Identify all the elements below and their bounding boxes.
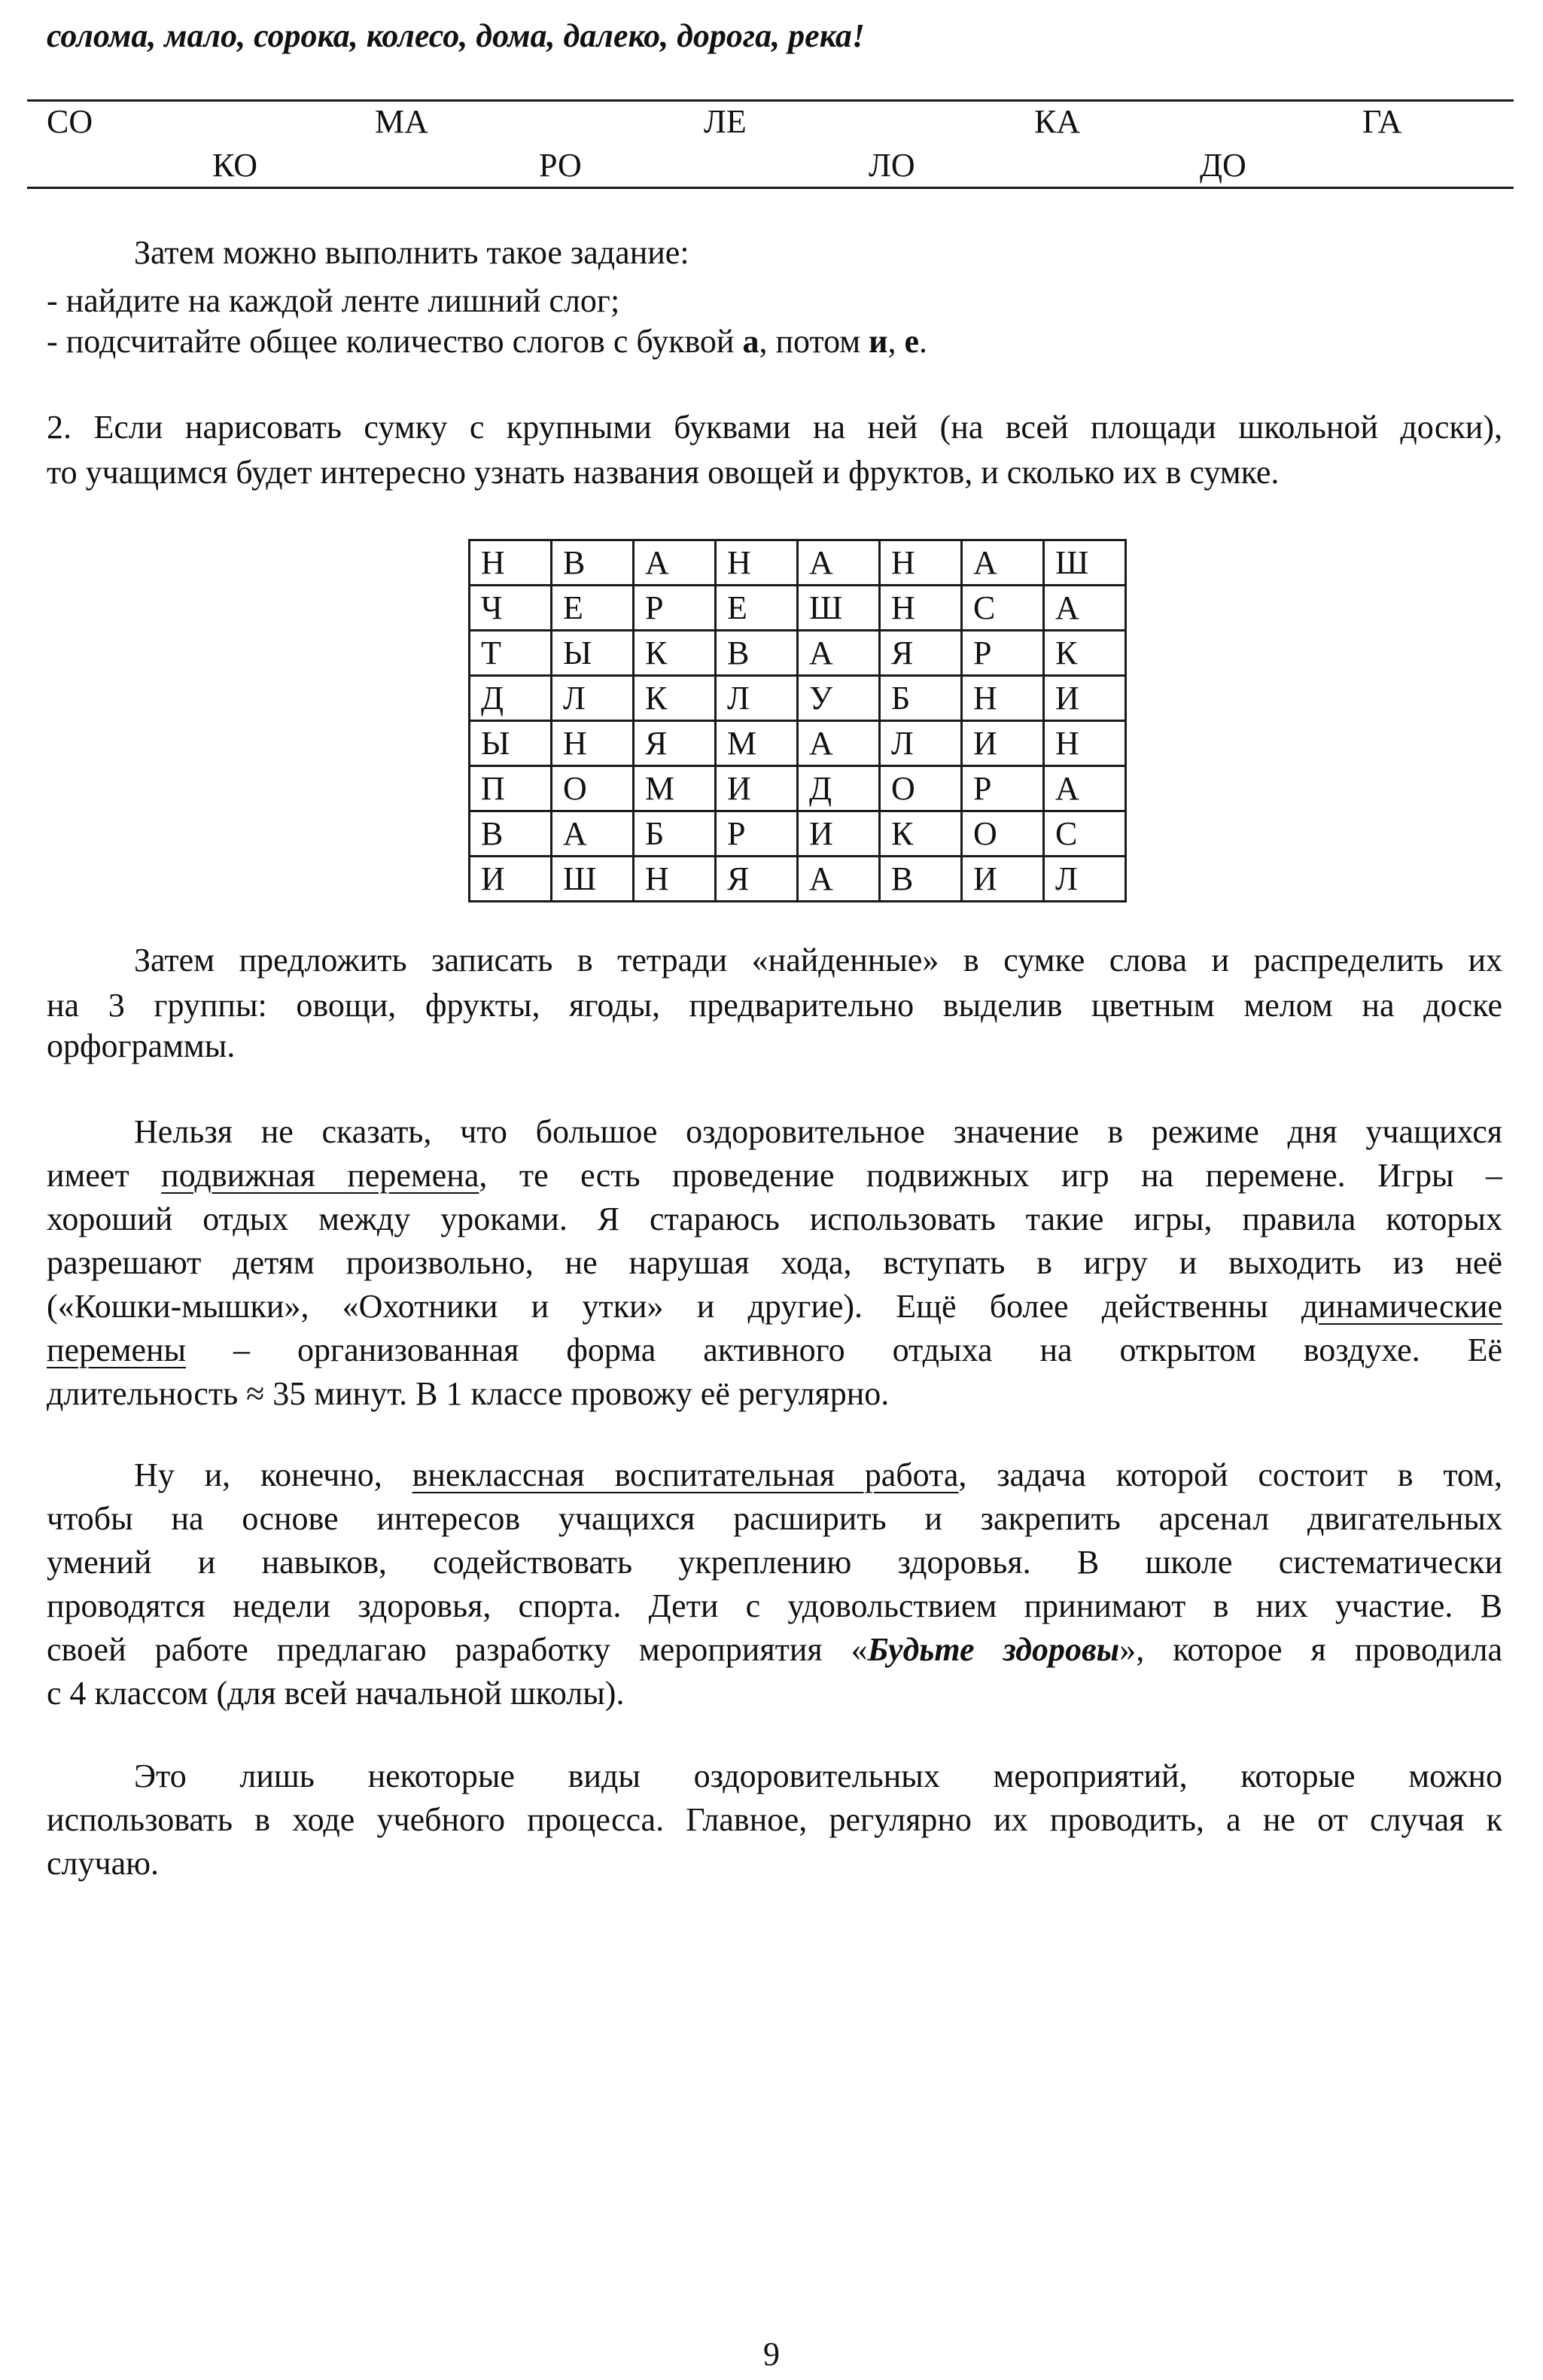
grid-cell: И xyxy=(1044,676,1126,721)
para4-line1: Нельзя не сказать, что большое оздоровительное значение в режиме дня учащихся xyxy=(134,1113,1502,1150)
syllable: МА xyxy=(375,103,428,140)
grid-cell: Р xyxy=(716,811,798,857)
syllable: ДО xyxy=(1200,147,1246,184)
grid-cell: Н xyxy=(716,540,798,586)
grid-cell: Н xyxy=(880,586,962,631)
syllable: ГА xyxy=(1362,103,1402,140)
grid-cell: Ы xyxy=(470,721,552,766)
grid-row xyxy=(470,857,1126,902)
grid-row xyxy=(470,540,1126,586)
grid-row xyxy=(470,721,1126,766)
grid-cell: Р xyxy=(962,766,1044,811)
para4-line5: («Кошки-мышки», «Охотники и утки» и другие). Ещё более действенны динамические xyxy=(47,1288,1502,1325)
para5-line1: Ну и, конечно, внеклассная воспитательная работа, задача которой состоит в том, xyxy=(134,1456,1502,1493)
grid-cell: И xyxy=(470,857,552,902)
grid-cell: Н xyxy=(880,540,962,586)
grid-cell: Л xyxy=(1044,857,1126,902)
grid-row xyxy=(470,586,1126,631)
grid-cell: Д xyxy=(798,766,880,811)
grid-row xyxy=(470,811,1126,857)
grid-cell: Н xyxy=(634,857,716,902)
grid-cell: К xyxy=(880,811,962,857)
grid-cell: Р xyxy=(962,631,1044,676)
grid-row xyxy=(470,766,1126,811)
grid-cell: К xyxy=(634,676,716,721)
para4-line2: имеет подвижная перемена, те есть проведение подвижных игр на перемене. Игры – xyxy=(47,1157,1502,1194)
grid-row xyxy=(470,631,1126,676)
grid-cell: Д xyxy=(470,676,552,721)
grid-cell: О xyxy=(880,766,962,811)
grid-cell: А xyxy=(552,811,634,857)
para5-line6: с 4 классом (для всей начальной школы). xyxy=(47,1675,625,1712)
intro-words: солома, мало, сорока, колесо, дома, далеко, дорога, река! xyxy=(47,17,866,54)
syllable: РО xyxy=(539,147,582,184)
para5-line3: умений и навыков, содействовать укреплению здоровья. В школе систематически xyxy=(47,1544,1502,1581)
grid-cell: А xyxy=(634,540,716,586)
grid-cell: Н xyxy=(552,721,634,766)
para4-line4: разрешают детям произвольно, не нарушая хода, вступать в игру и выходить из неё xyxy=(47,1244,1502,1281)
syllable: ЛЕ xyxy=(704,103,747,140)
page-number: 9 xyxy=(763,2336,780,2372)
syllable: ЛО xyxy=(869,147,915,184)
para6-line3: случаю. xyxy=(47,1845,160,1882)
grid-cell: И xyxy=(962,721,1044,766)
grid-cell: А xyxy=(962,540,1044,586)
grid-cell: Е xyxy=(552,586,634,631)
syllable: СО xyxy=(47,103,93,140)
task-item-2: - подсчитайте общее количество слогов с буквой а, потом и, е. xyxy=(47,323,927,360)
syllable: КО xyxy=(212,147,258,184)
para2-line1: 2. Если нарисовать сумку с крупными буквами на ней (на всей площади школьной доски), xyxy=(47,409,1502,446)
para3-line2: на 3 группы: овощи, фрукты, ягоды, предварительно выделив цветным мелом на доске xyxy=(47,987,1502,1024)
tape-bottom-rule xyxy=(27,187,1514,189)
intro-words-line xyxy=(47,14,1502,59)
grid-cell: Н xyxy=(1044,721,1126,766)
grid-cell: А xyxy=(798,540,880,586)
grid-cell: Т xyxy=(470,631,552,676)
grid-cell: И xyxy=(798,811,880,857)
grid-cell: Я xyxy=(716,857,798,902)
grid-cell: Ч xyxy=(470,586,552,631)
grid-cell: Л xyxy=(552,676,634,721)
grid-cell: У xyxy=(798,676,880,721)
para5-line2: чтобы на основе интересов учащихся расширить и закрепить арсенал двигательных xyxy=(47,1500,1502,1537)
grid-cell: Ш xyxy=(1044,540,1126,586)
grid-cell: М xyxy=(634,766,716,811)
grid-cell: А xyxy=(798,857,880,902)
grid-cell: А xyxy=(1044,766,1126,811)
tape-top-rule xyxy=(27,99,1514,102)
para2-line2: то учащимся будет интересно узнать названия овощей и фруктов, и сколько их в сумке. xyxy=(47,454,1280,491)
grid-cell: А xyxy=(798,721,880,766)
para4-line6: перемены – организованная форма активного отдыха на открытом воздухе. Её xyxy=(47,1332,1502,1368)
task-item-1: - найдите на каждой ленте лишний слог; xyxy=(47,282,620,319)
grid-cell: В xyxy=(880,857,962,902)
para4-line3: хороший отдых между уроками. Я стараюсь использовать такие игры, правила которых xyxy=(47,1201,1502,1237)
grid-cell: О xyxy=(552,766,634,811)
grid-cell: Ш xyxy=(798,586,880,631)
task-lead: Затем можно выполнить такое задание: xyxy=(134,234,689,271)
grid-cell: А xyxy=(1044,586,1126,631)
grid-cell: И xyxy=(716,766,798,811)
grid-cell: Р xyxy=(634,586,716,631)
grid-cell: В xyxy=(716,631,798,676)
grid-cell: С xyxy=(962,586,1044,631)
grid-cell: Н xyxy=(470,540,552,586)
para6-line1: Это лишь некоторые виды оздоровительных мероприятий, которые можно xyxy=(134,1758,1502,1794)
grid-cell: В xyxy=(470,811,552,857)
syllable: КА xyxy=(1034,103,1081,140)
grid-cell: В xyxy=(552,540,634,586)
grid-cell: Ы xyxy=(552,631,634,676)
grid-cell: Я xyxy=(634,721,716,766)
grid-cell: Е xyxy=(716,586,798,631)
para6-line2: использовать в ходе учебного процесса. Главное, регулярно их проводить, а не от случая к xyxy=(47,1801,1502,1838)
grid-cell: Л xyxy=(880,721,962,766)
grid-cell: Я xyxy=(880,631,962,676)
para5-line4: проводятся недели здоровья, спорта. Дети с удовольствием принимают в них участие. В xyxy=(47,1587,1502,1624)
para5-line5: своей работе предлагаю разработку мероприятия «Будьте здоровы», которое я проводила xyxy=(47,1631,1502,1668)
grid-cell: С xyxy=(1044,811,1126,857)
grid-cell: И xyxy=(962,857,1044,902)
grid-cell: Л xyxy=(716,676,798,721)
grid-row xyxy=(470,676,1126,721)
grid-cell: Н xyxy=(962,676,1044,721)
grid-cell: П xyxy=(470,766,552,811)
para4-line7: длительность ≈ 35 минут. В 1 классе провожу её регулярно. xyxy=(47,1375,890,1412)
para3-line3: орфограммы. xyxy=(47,1027,236,1064)
para3-line1: Затем предложить записать в тетради «найденные» в сумке слова и распределить их xyxy=(134,942,1502,978)
grid-cell: Ш xyxy=(552,857,634,902)
grid-cell: М xyxy=(716,721,798,766)
grid-cell: К xyxy=(1044,631,1126,676)
grid-cell: Б xyxy=(880,676,962,721)
grid-cell: Б xyxy=(634,811,716,857)
grid-cell: О xyxy=(962,811,1044,857)
grid-cell: К xyxy=(634,631,716,676)
grid-cell: А xyxy=(798,631,880,676)
letter-grid xyxy=(468,539,1127,902)
